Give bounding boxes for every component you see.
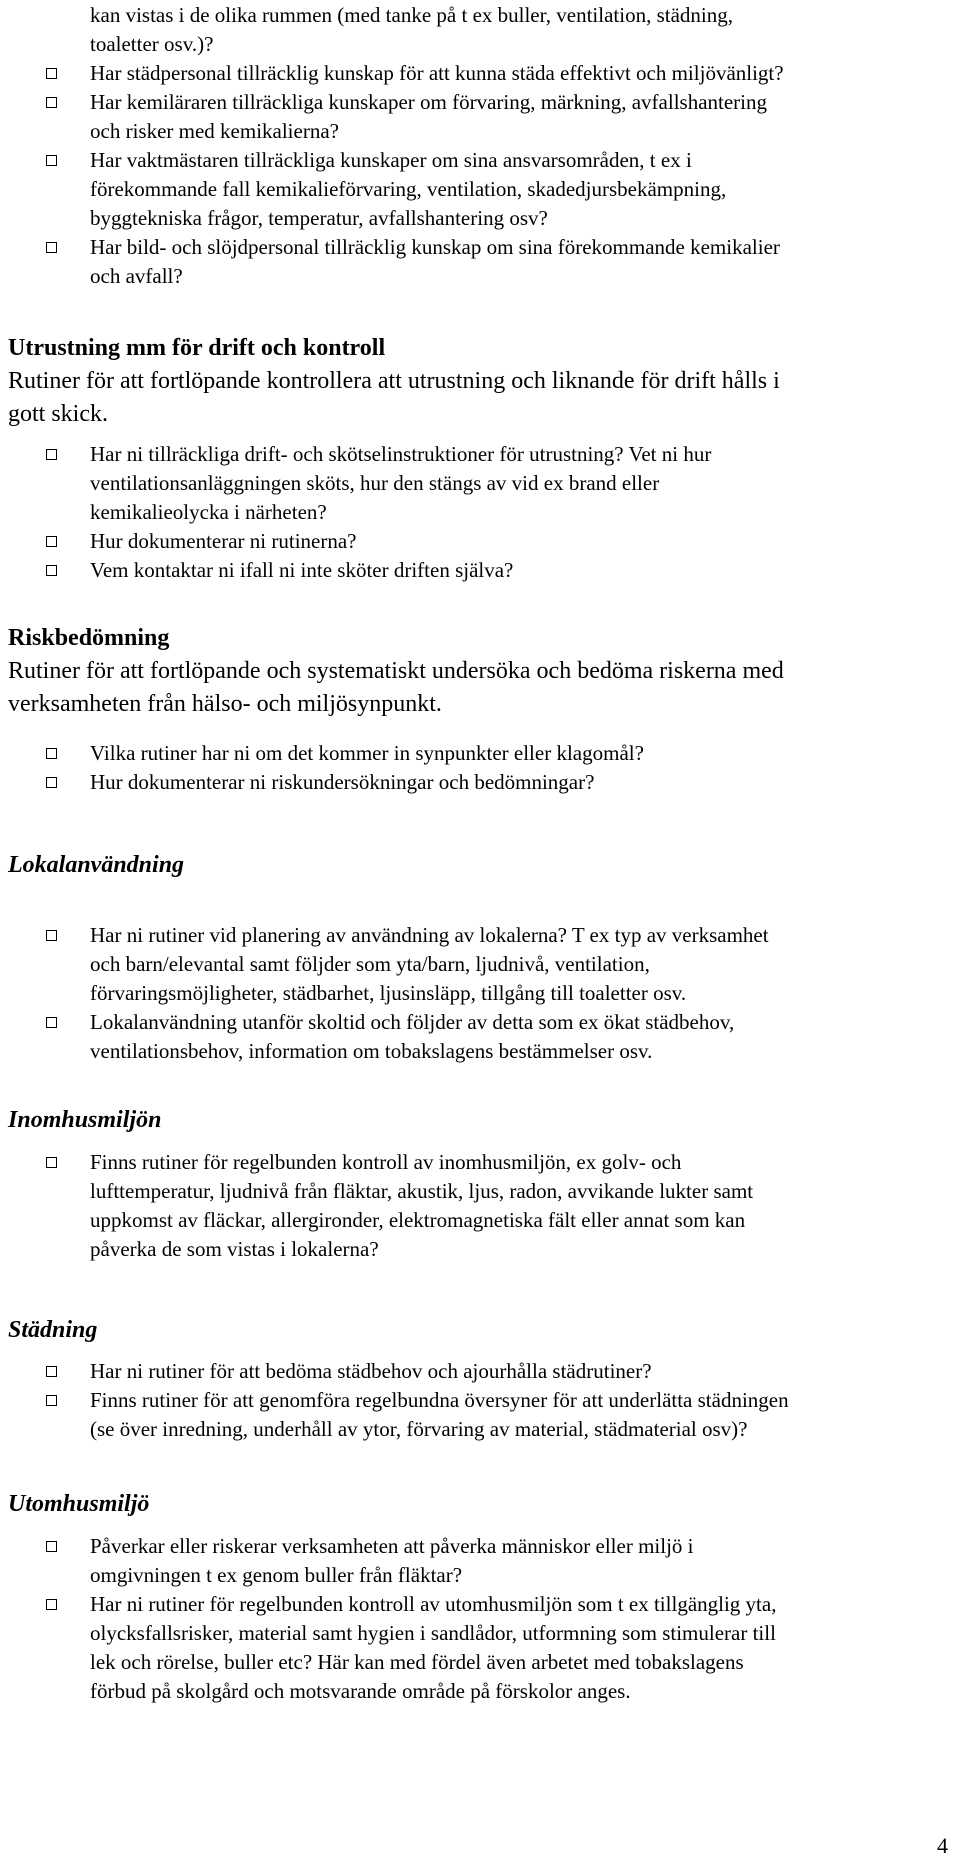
text-line: Har städpersonal tillräcklig kunskap för att kunna städa effektivt och miljövänligt? <box>90 61 784 85</box>
checkbox-icon <box>46 1395 57 1406</box>
section-utomhusmiljo <box>8 1488 953 1521</box>
checkbox-icon <box>46 449 57 460</box>
text-line: Lokalanvändning utanför skoltid och följder av detta som ex ökat städbehov, <box>90 1010 735 1034</box>
checklist-item <box>8 1386 953 1444</box>
section-inomhusmiljon-list <box>8 1148 953 1264</box>
checkbox-icon <box>46 536 57 547</box>
checklist-item <box>8 146 953 233</box>
text-line: Påverkar eller riskerar verksamheten att påverka människor eller miljö i <box>90 1534 694 1558</box>
section-heading: Städning <box>8 1317 98 1343</box>
checklist-item <box>8 1532 953 1590</box>
checklist-item <box>8 527 953 556</box>
checklist-item <box>8 768 953 797</box>
text-line: Har bild- och slöjdpersonal tillräcklig kunskap om sina förekommande kemikalier <box>90 235 780 259</box>
text-line: Har ni rutiner för att bedöma städbehov och ajourhålla städrutiner? <box>90 1359 652 1383</box>
checklist-item <box>8 59 953 88</box>
checkbox-icon <box>46 1017 57 1028</box>
text-line: lufttemperatur, ljudnivå från fläktar, akustik, ljus, radon, avvikande lukter samt <box>90 1179 754 1203</box>
page-number: 4 <box>937 1833 948 1858</box>
text-line: Har ni tillräckliga drift- och skötselinstruktioner för utrustning? Vet ni hur <box>90 442 712 466</box>
section-lokalanvandning <box>8 849 953 882</box>
text-line: förekommande fall kemikalieförvaring, ventilation, skadedjursbekämpning, <box>90 177 727 201</box>
checkbox-icon <box>46 748 57 759</box>
text-line: Hur dokumenterar ni rutinerna? <box>90 529 357 553</box>
text-line: förvaringsmöjligheter, städbarhet, ljusinsläpp, tillgång till toaletter osv. <box>90 981 687 1005</box>
checklist-item <box>8 739 953 768</box>
checkbox-icon <box>46 155 57 166</box>
checklist-item <box>8 1148 953 1264</box>
checklist-item <box>8 1590 953 1706</box>
section-riskbedomning <box>8 622 953 721</box>
text-line: Finns rutiner för att genomföra regelbundna översyner för att underlätta städningen <box>90 1388 789 1412</box>
checkbox-icon <box>46 97 57 108</box>
checkbox-icon <box>46 777 57 788</box>
top-checklist <box>8 59 953 291</box>
section-inomhusmiljon <box>8 1104 953 1137</box>
text-line: Vilka rutiner har ni om det kommer in synpunkter eller klagomål? <box>90 741 644 765</box>
text-line: Har ni rutiner vid planering av användning av lokalerna? T ex typ av verksamhet <box>90 923 769 947</box>
text-line: Hur dokumenterar ni riskundersökningar och bedömningar? <box>90 770 595 794</box>
text-line: Vem kontaktar ni ifall ni inte sköter driften själva? <box>90 558 514 582</box>
checklist-item <box>8 556 953 585</box>
checkbox-icon <box>46 1366 57 1377</box>
text-line: och risker med kemikalierna? <box>90 119 339 143</box>
text-line: och avfall? <box>90 264 183 288</box>
checkbox-icon <box>46 565 57 576</box>
text-line: toaletter osv.)? <box>90 32 214 56</box>
text-line: Har ni rutiner för regelbunden kontroll av utomhusmiljön som t ex tillgänglig yta, <box>90 1592 777 1616</box>
text-line: lek och rörelse, buller etc? Här kan med fördel även arbetet med tobakslagens <box>90 1650 744 1674</box>
text-line: ventilationsbehov, information om tobakslagens bestämmelser osv. <box>90 1039 653 1063</box>
text-line: Har vaktmästaren tillräckliga kunskaper om sina ansvarsområden, t ex i <box>90 148 692 172</box>
section-lead-line: Rutiner för att fortlöpande kontrollera att utrustning och liknande för drift hålls i <box>8 368 780 394</box>
checklist-item <box>8 921 953 1008</box>
section-stadning-list <box>8 1357 953 1444</box>
checkbox-icon <box>46 1599 57 1610</box>
section-utrustning <box>8 332 953 431</box>
section-utrustning-list <box>8 440 953 585</box>
intro-continuation <box>8 1 953 59</box>
text-line: ventilationsanläggningen sköts, hur den stängs av vid ex brand eller <box>90 471 660 495</box>
section-lokalanvandning-list <box>8 921 953 1066</box>
text-line: Har kemiläraren tillräckliga kunskaper om förvaring, märkning, avfallshantering <box>90 90 768 114</box>
section-utomhusmiljo-list <box>8 1532 953 1706</box>
section-heading: Lokalanvändning <box>8 852 185 878</box>
checkbox-icon <box>46 68 57 79</box>
checklist-item <box>8 1357 953 1386</box>
checkbox-icon <box>46 242 57 253</box>
checklist-item <box>8 88 953 146</box>
text-line: olycksfallsrisker, material samt hygien i sandlådor, utformning som stimulerar till <box>90 1621 776 1645</box>
checklist-item <box>8 233 953 291</box>
section-heading: Inomhusmiljön <box>8 1107 162 1133</box>
checklist-item <box>8 1008 953 1066</box>
section-stadning <box>8 1314 953 1347</box>
checkbox-icon <box>46 1541 57 1552</box>
checkbox-icon <box>46 930 57 941</box>
section-lead-line: verksamheten från hälso- och miljösynpunkt. <box>8 691 442 717</box>
checklist-item <box>8 440 953 527</box>
section-lead-line: Rutiner för att fortlöpande och systematiskt undersöka och bedöma riskerna med <box>8 658 784 684</box>
section-riskbedomning-list <box>8 739 953 797</box>
text-line: kan vistas i de olika rummen (med tanke på t ex buller, ventilation, städning, <box>90 3 734 27</box>
section-heading: Riskbedömning <box>8 625 170 651</box>
section-heading: Utomhusmiljö <box>8 1491 150 1517</box>
text-line: omgivningen t ex genom buller från fläktar? <box>90 1563 463 1587</box>
text-line: byggtekniska frågor, temperatur, avfallshantering osv? <box>90 206 548 230</box>
checkbox-icon <box>46 1157 57 1168</box>
text-line: (se över inredning, underhåll av ytor, förvaring av material, städmaterial osv)? <box>90 1417 748 1441</box>
section-lead-line: gott skick. <box>8 401 108 427</box>
section-heading: Utrustning mm för drift och kontroll <box>8 335 386 361</box>
text-line: förbud på skolgård och motsvarande område på förskolor anges. <box>90 1679 631 1703</box>
text-line: och barn/elevantal samt följder som yta/barn, ljudnivå, ventilation, <box>90 952 650 976</box>
text-line: Finns rutiner för regelbunden kontroll av inomhusmiljön, ex golv- och <box>90 1150 682 1174</box>
text-line: kemikalieolycka i närheten? <box>90 500 327 524</box>
text-line: påverka de som vistas i lokalerna? <box>90 1237 379 1261</box>
text-line: uppkomst av fläckar, allergironder, elektromagnetiska fält eller annat som kan <box>90 1208 746 1232</box>
